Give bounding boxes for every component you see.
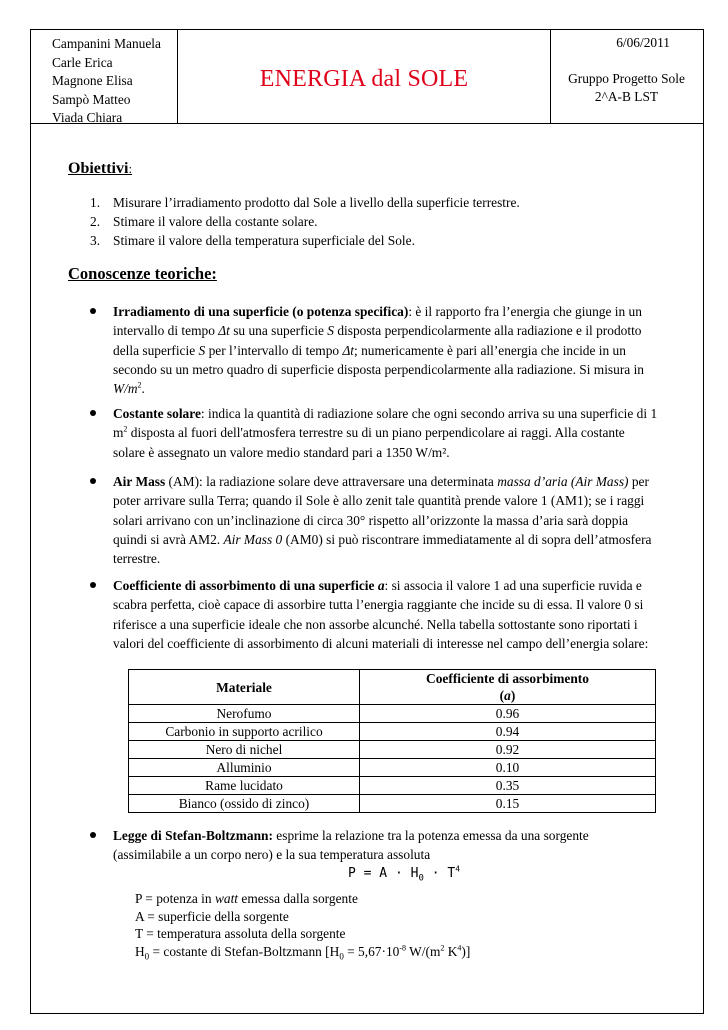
table-row: Nero di nichel 0.92 (129, 741, 656, 759)
assorbimento-paragraph: Coefficiente di assorbimento di una superficie a: si associa il valore 1 ad una superficie ruvida e scabra perfetta, cioè capace di assorbire tutta l’energia raggiante che incide su di essa. Il valore 0 si riferisce a una superficie ideale che non assorbe alcunché. Nella tabella sottostante sono riportati i valori del coefficiente di assorbimento di alcuni materiali di interesse nel campo dell’energia solare: (90, 576, 660, 653)
group-name: Gruppo Progetto Sole (568, 71, 685, 86)
bullet-icon (90, 478, 96, 484)
irradiamento-paragraph: Irradiamento di una superficie (o potenza specifica): è il rapporto fra l’energia che giunge in un intervallo di tempo Δt su una superficie S disposta perpendicolarmente alla radiazione e il prodotto della superficie S per l’intervallo di tempo Δt; numericamente è pari all’energia che incide in un secondo su un metro quadro di superficie disposta perpendicolarmente alla radiazione. Si misura in $W/m^2$. (90, 302, 660, 398)
list-item: 1. Misurare l’irradiamento prodotto dal Sole a livello della superficie terrestre. (90, 195, 520, 210)
list-item: 2. Stimare il valore della costante solare. (90, 214, 318, 229)
definition-p: P = potenza in watt emessa dalla sorgente (135, 891, 358, 906)
column-header-coefficient: Coefficiente di assorbimento (a) (360, 670, 656, 705)
definition-a: A = superficie della sorgente (135, 908, 289, 924)
table-header-row (129, 670, 656, 705)
stefan-paragraph: Legge di Stefan-Boltzmann: esprime la relazione tra la potenza emessa da una sorgente (assimilabile a un corpo nero) e la sua temperatura assoluta (90, 826, 660, 865)
table-row: Bianco (ossido di zinco) 0.15 (129, 795, 656, 813)
authors-cell (30, 29, 178, 123)
table-row: Carbonio in supporto acrilico 0.94 (129, 723, 656, 741)
author-name: Viada Chiara (52, 110, 123, 125)
formula-definitions (135, 890, 470, 960)
stefan-formula: $P = A \cdot H_0 \cdot T^4$ (348, 864, 461, 884)
table-row: Rame lucidato 0.35 (129, 777, 656, 795)
airmass-paragraph: Air Mass (AM): la radiazione solare deve attraversare una determinata massa d’aria (Air Mass) per poter arrivare sulla Terra; quando il Sole è allo zenit tale quantità prende valore 1 (AM1); se i raggi solari arrivano con un’inclinazione di circa 30° rispetto all’orizzonte la massa d’aria sarà doppia quindi si avrà AM2. Air Mass 0 (AM0) si può riscontrare immediatamente al di sopra dell’atmosfera terrestre. (90, 472, 660, 568)
bullet-icon (90, 410, 96, 416)
bullet-icon (90, 308, 96, 314)
document-title: ENERGIA dal SOLE (259, 66, 469, 92)
table-row: Nerofumo 0.96 (129, 705, 656, 723)
document-date: 6/06/2011 (616, 35, 670, 50)
objectives-heading: Obiettivi: (68, 160, 133, 177)
definition-t: T = temperatura assoluta della sorgente (135, 926, 346, 941)
info-cell (551, 29, 704, 123)
list-item: 3. Stimare il valore della temperatura superficiale del Sole. (90, 233, 415, 248)
column-header-material: Materiale (129, 670, 360, 705)
group-info (557, 70, 704, 106)
knowledge-heading: Conoscenze teoriche: (68, 264, 217, 283)
bullet-icon (90, 832, 96, 838)
title-cell (178, 29, 551, 123)
document-header (30, 29, 704, 124)
author-name: Campanini Manuela (52, 36, 161, 51)
absorption-table (128, 669, 656, 813)
author-name: Magnone Elisa (52, 73, 133, 88)
bullet-icon (90, 582, 96, 588)
objectives-list (90, 193, 650, 250)
definition-h0: $H_0$ = costante di Stefan-Boltzmann [$H_0 = 5,67\cdot 10^{-8}$ $W/(m^2$ $K^4$)] (135, 943, 471, 962)
group-class: 2^A-B LST (594, 89, 659, 104)
author-name: Carle Erica (52, 54, 113, 70)
costante-paragraph: Costante solare: indica la quantità di radiazione solare che ogni secondo arriva su una superficie di 1 $m^2$ disposta al fuori dell'atmosfera terrestre su di un piano perpendicolare ai raggi. Alla costante solare è assegnato un valore medio standard pari a 1350 W/m². (90, 404, 660, 462)
table-row: Alluminio 0.10 (129, 759, 656, 777)
author-name: Sampò Matteo (52, 91, 131, 107)
